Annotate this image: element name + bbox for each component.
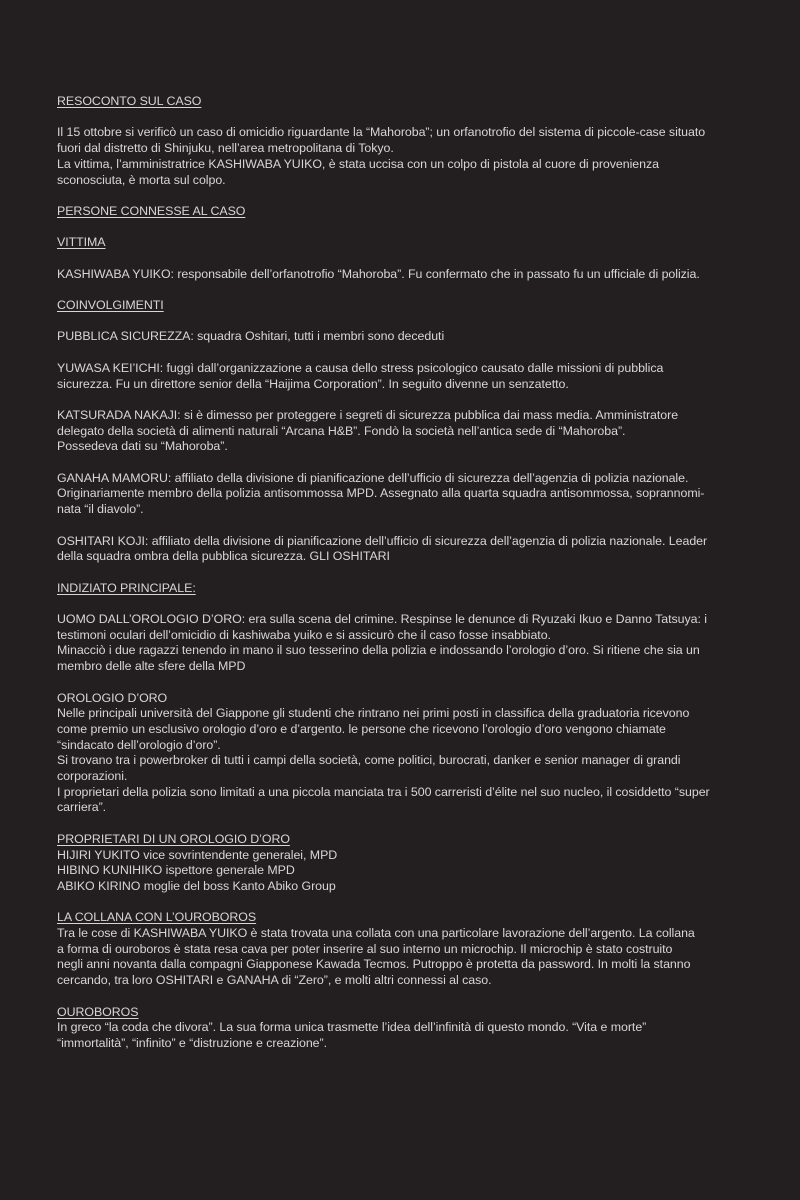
text-line: HIJIRI YUKITO vice sovrintendente generalei, MPD xyxy=(57,847,338,862)
text-line: Si trovano tra i powerbroker di tutti i campi della società, come politici, burocrati, danker e senior manager di grandi xyxy=(57,753,681,768)
text-line: Minacciò i due ragazzi tenendo in mano il suo tesserino della polizia e indossando l’orologio d’oro. Si ritiene che sia un xyxy=(57,643,700,658)
text-line: Il 15 ottobre si verificò un caso di omicidio riguardante la “Mahoroba”; un orfanotrofio del sistema di piccole-case situato xyxy=(57,125,706,140)
text-line: OSHITARI KOJI: affiliato della divisione di pianificazione dell’ufficio di sicurezza dell’agenzia di polizia nazionale. Leader xyxy=(57,533,708,548)
text-line: ABIKO KIRINO moglie del boss Kanto Abiko Group xyxy=(57,878,336,893)
text-line: La vittima, l’amministratrice KASHIWABA YUIKO, è stata uccisa con un colpo di pistola al cuore di provenienza xyxy=(57,156,659,171)
text-line: testimoni oculari dell’omicidio di kashiwaba yuiko e si assicurò che il caso fosse insabbiato. xyxy=(57,627,551,642)
text-line: HIBINO KUNIHIKO ispettore generale MPD xyxy=(57,863,295,878)
text-line: KASHIWABA YUIKO: responsabile dell’orfanotrofio “Mahoroba”. Fu confermato che in passato fu un ufficiale di polizia. xyxy=(57,266,700,281)
text-line: “sindacato dell’orologio d’oro”. xyxy=(57,737,221,752)
paragraph-suspect xyxy=(57,612,757,675)
heading-ouroboros: OUROBOROS xyxy=(57,1004,139,1019)
paragraph-necklace xyxy=(57,926,757,989)
text-line: fuori dal distretto di Shinjuku, nell’area metropolitana di Tokyo. xyxy=(57,141,394,156)
text-line: corporazioni. xyxy=(57,769,128,784)
heading-gold-watch-owners: PROPRIETARI DI UN OROLOGIO D’ORO xyxy=(57,831,290,846)
text-line: Originariamente membro della polizia antisommossa MPD. Assegnato alla quarta squadra antisommossa, soprannomi- xyxy=(57,486,705,501)
text-line: sconosciuta, è morta sul colpo. xyxy=(57,172,226,187)
text-line: come premio un esclusivo orologio d’oro e d’argento. le persone che ricevono l’orologio d’oro vengono chiamate xyxy=(57,721,666,736)
paragraph-victim xyxy=(57,267,757,283)
heading-ouroboros-necklace: LA COLLANA CON L’OUROBOROS xyxy=(57,910,257,925)
heading-main-suspect: INDIZIATO PRINCIPALE: xyxy=(57,580,196,595)
text-line: “immortalità”, “infinito” e “distruzione e creazione”. xyxy=(57,1035,327,1050)
text-line: YUWASA KEI’ICHI: fuggì dall’organizzazione a causa dello stress psicologico causato dalle missioni di pubblica xyxy=(57,360,664,375)
text-line: carriera”. xyxy=(57,800,107,815)
paragraph-public-security xyxy=(57,329,757,345)
heading-victim: VITTIMA xyxy=(57,235,106,250)
text-line: GANAHA MAMORU: affiliato della divisione di pianificazione dell’ufficio di sicurezza dell’agenzia di polizia nazionale. xyxy=(57,470,689,485)
text-line: Tra le cose di KASHIWABA YUIKO è stata trovata una collata con una particolare lavorazione dell’argento. La collana xyxy=(57,926,695,941)
text-line: OROLOGIO D’ORO xyxy=(57,690,168,705)
paragraph-yuwasa xyxy=(57,361,757,392)
heading-connected-people: PERSONE CONNESSE AL CASO xyxy=(57,203,246,218)
text-line: negli anni novanta dalla compagni Giapponese Kawada Tecmos. Putroppo è protetta da password. In molti la stanno xyxy=(57,957,691,972)
paragraph-gold-watch xyxy=(57,691,757,817)
text-line: della squadra ombra della pubblica sicurezza. GLI OSHITARI xyxy=(57,549,390,564)
paragraph-oshitari xyxy=(57,534,757,565)
text-line: UOMO DALL’OROLOGIO D’ORO: era sulla scena del crimine. Respinse le denunce di Ryuzaki Ikuo e Danno Tatsuya: i xyxy=(57,612,707,627)
heading-involvement: COINVOLGIMENTI xyxy=(57,298,164,313)
text-line: I proprietari della polizia sono limitati a una piccola manciata tra i 500 carreristi d’élite nel suo nucleo, il cosiddetto “super xyxy=(57,784,710,799)
text-line: In greco “la coda che divora”. La sua forma unica trasmette l’idea dell’infinità di questo mondo. “Vita e morte” xyxy=(57,1020,647,1035)
text-line: nata “il diavolo”. xyxy=(57,502,144,517)
text-line: KATSURADA NAKAJI: si è dimesso per proteggere i segreti di sicurezza pubblica dai mass media. Amministratore xyxy=(57,407,679,422)
text-line: cercando, tra loro OSHITARI e GANAHA di “Zero”, e molti altri connessi al caso. xyxy=(57,973,492,988)
text-line: PUBBLICA SICUREZZA: squadra Oshitari, tutti i membri sono deceduti xyxy=(57,329,445,344)
paragraph-intro xyxy=(57,125,757,188)
text-line: Nelle principali università del Giappone gli studenti che rintrano nei primi posti in classifica della graduatoria ricevono xyxy=(57,706,690,721)
text-line: Possedeva dati su “Mahoroba”. xyxy=(57,439,228,454)
heading-case-report: RESOCONTO SUL CASO xyxy=(57,94,202,108)
text-line: a forma di ouroboros è stata resa cava per poter inserire al suo interno un microchip. Il microchip è stato costruito xyxy=(57,941,673,956)
paragraph-ouroboros xyxy=(57,1020,757,1051)
case-report-document xyxy=(57,94,757,1052)
paragraph-katsurada xyxy=(57,408,757,455)
paragraph-owners xyxy=(57,848,757,895)
text-line: delegato della società di alimenti naturali “Arcana H&B”. Fondò la società nell’antica sede di “Mahoroba”. xyxy=(57,423,626,438)
paragraph-ganaha xyxy=(57,471,757,518)
text-line: membro delle alte sfere della MPD xyxy=(57,659,246,674)
text-line: sicurezza. Fu un direttore senior della “Haijima Corporation”. In seguito divenne un senzatetto. xyxy=(57,376,569,391)
